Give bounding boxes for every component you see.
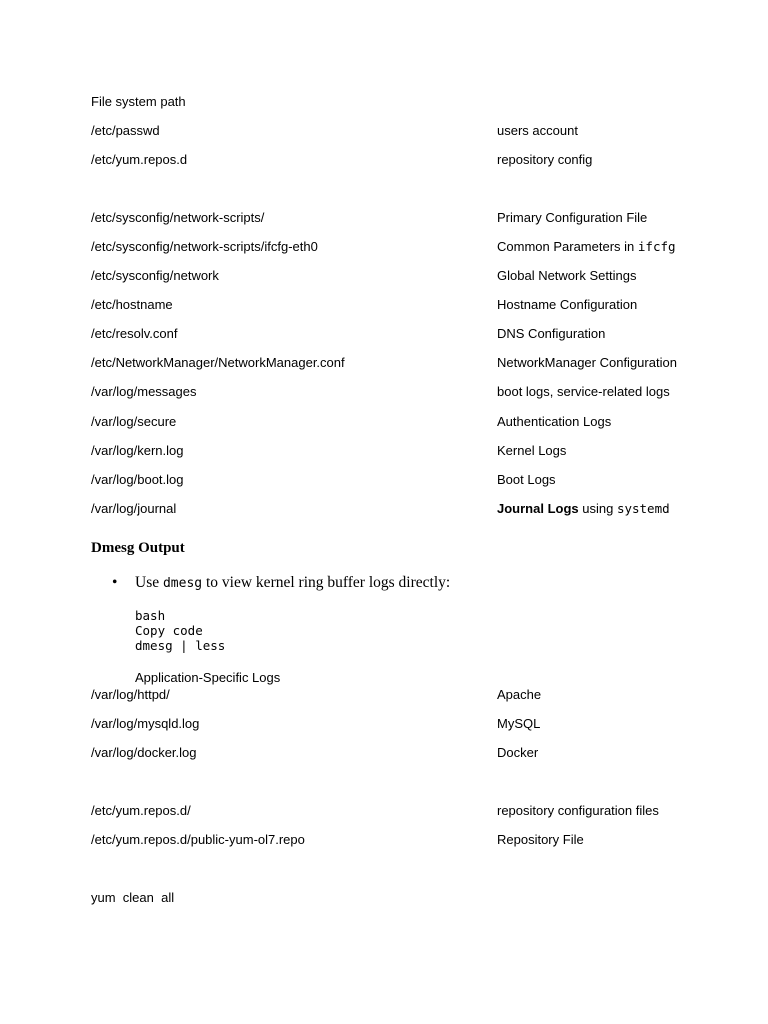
path-cell: /etc/passwd [91, 123, 160, 138]
path-cell: /etc/resolv.conf [91, 326, 178, 341]
description-cell: Boot Logs [497, 472, 556, 487]
path-cell: /etc/sysconfig/network-scripts/ [91, 210, 265, 225]
code-line: bash [135, 608, 166, 623]
path-cell: /var/log/boot.log [91, 472, 184, 487]
path-cell: /var/log/mysqld.log [91, 716, 200, 731]
path-cell: /var/log/kern.log [91, 443, 184, 458]
inline-code: ifcfg [637, 239, 676, 254]
description-cell: Authentication Logs [497, 414, 612, 429]
code-block [135, 608, 225, 653]
bullet-text: to view kernel ring buffer logs directly: [202, 574, 451, 591]
description-cell: Apache [497, 687, 542, 702]
section-heading: Dmesg Output [91, 540, 185, 556]
description-cell: repository config [497, 152, 593, 167]
description-cell: repository configuration files [497, 803, 659, 818]
description-cell: NetworkManager Configuration [497, 355, 677, 370]
path-cell: /var/log/secure [91, 414, 177, 429]
path-cell: /var/log/messages [91, 384, 197, 399]
description-cell: Hostname Configuration [497, 297, 638, 312]
description-cell: Docker [497, 745, 539, 760]
bullet-text: Use [135, 574, 163, 591]
description-cell: boot logs, service-related logs [497, 384, 670, 399]
bullet-item [112, 574, 450, 593]
path-cell: /etc/yum.repos.d/ [91, 803, 191, 818]
description-cell [497, 501, 670, 517]
path-cell: /etc/sysconfig/network-scripts/ifcfg-eth0 [91, 239, 318, 254]
description-cell: Global Network Settings [497, 268, 637, 283]
code-line: Copy code [135, 623, 203, 638]
bullet-icon: • [112, 574, 118, 591]
table-header: File system path [91, 94, 186, 109]
description-cell: Kernel Logs [497, 443, 567, 458]
inline-code: systemd [616, 501, 670, 516]
path-cell: /var/log/httpd/ [91, 687, 170, 702]
description-cell: users account [497, 123, 578, 138]
path-cell: /etc/NetworkManager/NetworkManager.conf [91, 355, 345, 370]
command-text: yum clean all [91, 890, 175, 905]
path-cell: /var/log/docker.log [91, 745, 197, 760]
path-cell: /etc/hostname [91, 297, 173, 312]
code-line: dmesg | less [135, 638, 226, 653]
description-cell [497, 239, 676, 255]
description-text: using [578, 501, 617, 516]
description-cell: DNS Configuration [497, 326, 606, 341]
path-cell: /etc/yum.repos.d [91, 152, 188, 167]
subsection-label: Application-Specific Logs [135, 670, 281, 685]
path-cell: /var/log/journal [91, 501, 177, 516]
description-cell: Primary Configuration File [497, 210, 648, 225]
description-cell: Repository File [497, 832, 584, 847]
description-text: Common Parameters in [497, 239, 638, 254]
path-cell: /etc/sysconfig/network [91, 268, 219, 283]
inline-code: dmesg [162, 576, 203, 591]
bold-text: Journal Logs [497, 501, 579, 516]
description-cell: MySQL [497, 716, 541, 731]
path-cell: /etc/yum.repos.d/public-yum-ol7.repo [91, 832, 305, 847]
